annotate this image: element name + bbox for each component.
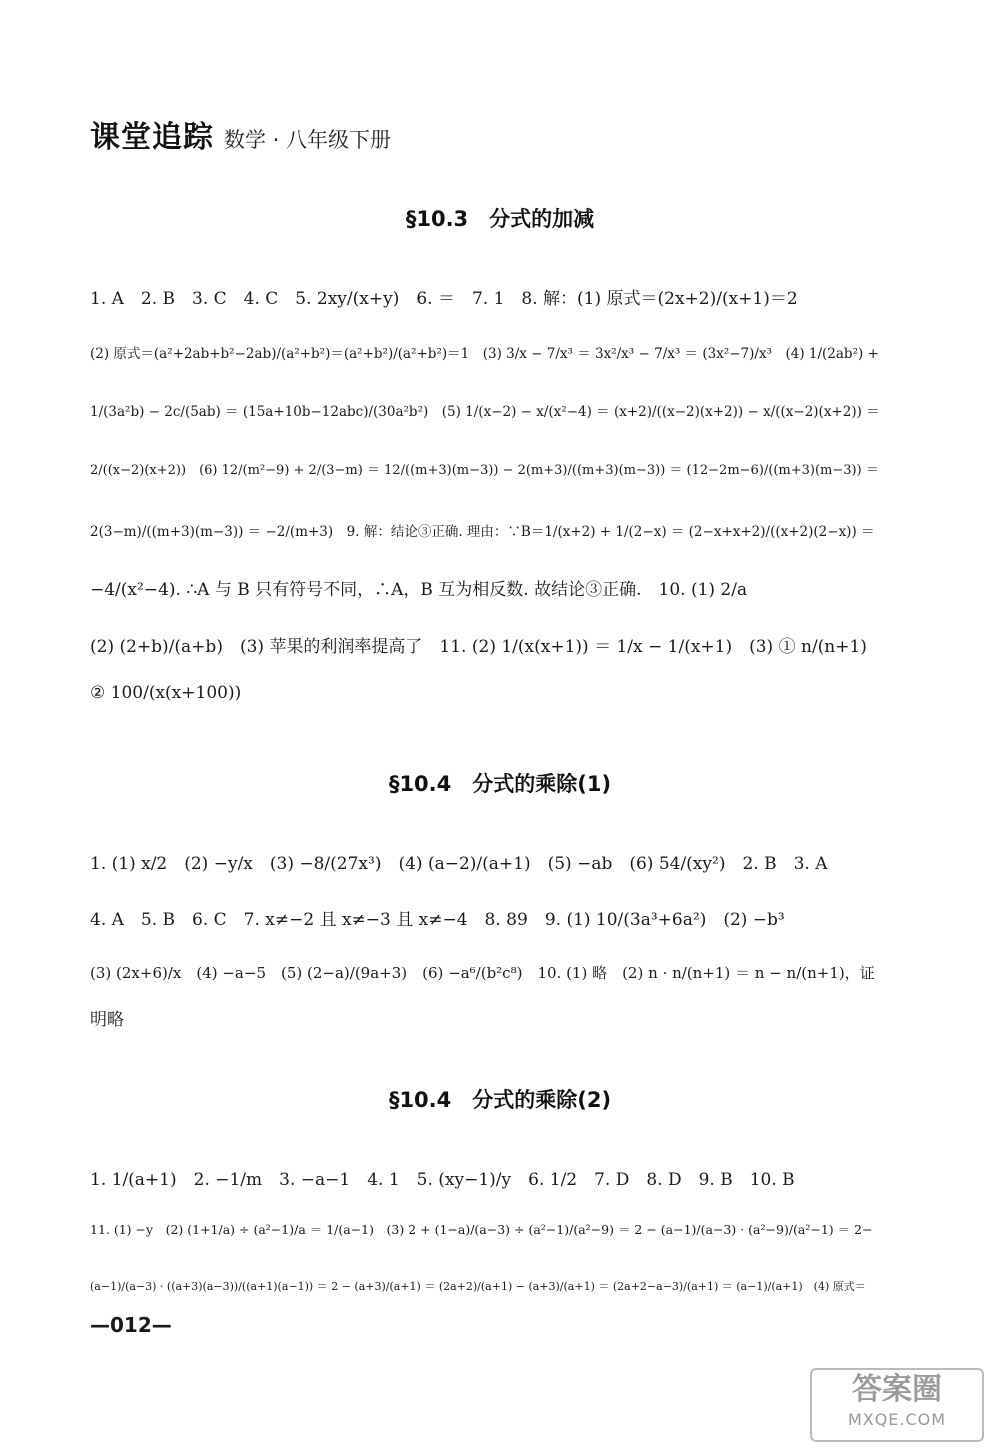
section-title-10-3: §10.3 分式的加减 xyxy=(405,207,595,231)
answer-line: 1. (1) x/2 (2) −y/x (3) −8/(27x³) (4) (a−2)/(a+1) (5) −ab (6) 54/(xy²) 2. B 3. A xyxy=(90,853,828,874)
answer-line: 1. A 2. B 3. C 4. C 5. 2xy/(x+y) 6. ＝ 7. 1 8. 解：(1) 原式＝(2x+2)/(x+1)＝2 xyxy=(90,288,798,309)
answer-line: (3) (2x+6)/x (4) −a−5 (5) (2−a)/(9a+3) (6) −a⁶/(b²c⁸) 10. (1) 略 (2) n · n/(n+1) ＝ n − n/(n+1)，证 xyxy=(90,963,875,982)
answer-line: (2) 原式＝(a²+2ab+b²−2ab)/(a²+b²)＝(a²+b²)/(a²+b²)＝1 (3) 3/x − 7/x³ ＝ 3x²/x³ − 7/x³ ＝ (3x²−7)/x³ (4) 1/(2ab²) + xyxy=(90,346,879,362)
watermark-brand: 答案圈 xyxy=(852,1372,942,1407)
watermark-url: MXQE.COM xyxy=(847,1410,947,1429)
site-watermark xyxy=(810,1368,984,1442)
answer-line: 1/(3a²b) − 2c/(5ab) ＝ (15a+10b−12abc)/(30a²b²) (5) 1/(x−2) − x/(x²−4) ＝ (x+2)/((x−2)(x+2)) − x/((x−2)(x+2)) ＝ xyxy=(90,404,880,420)
answer-line: −4/(x²−4). ∴A 与 B 只有符号不同，∴A，B 互为相反数. 故结论③正确. 10. (1) 2/a xyxy=(90,579,748,600)
answer-line: (a−1)/(a−3) · ((a+3)(a−3))/((a+1)(a−1)) ＝ 2 − (a+3)/(a+1) ＝ (2a+2)/(a+1) − (a+3)/(a+1) ＝ (2a+2−a−3)/(a+1) ＝ (a−1)/(a+1) (4) 原式＝ xyxy=(90,1280,866,1293)
section-title-10-4-2: §10.4 分式的乘除(2) xyxy=(388,1088,612,1112)
series-logo: 课堂追踪 xyxy=(90,120,214,155)
section-title-10-4-1: §10.4 分式的乘除(1) xyxy=(388,772,612,796)
answer-line: 11. (1) −y (2) (1+1/a) ÷ (a²−1)/a ＝ 1/(a−1) (3) 2 + (1−a)/(a−3) ÷ (a²−1)/(a²−9) ＝ 2 − (a−1)/(a−3) · (a²−9)/(a²−1) ＝ 2− xyxy=(90,1222,873,1237)
answer-line: 1. 1/(a+1) 2. −1/m 3. −a−1 4. 1 5. (xy−1)/y 6. 1/2 7. D 8. D 9. B 10. B xyxy=(90,1169,795,1190)
book-header xyxy=(90,112,391,156)
answer-line: 2/((x−2)(x+2)) (6) 12/(m²−9) + 2/(3−m) ＝ 12/((m+3)(m−3)) − 2(m+3)/((m+3)(m−3)) ＝ (12−2m−6)/((m+3)(m−3)) ＝ xyxy=(90,462,879,478)
answer-line: 4. A 5. B 6. C 7. x≠−2 且 x≠−3 且 x≠−4 8. 89 9. (1) 10/(3a³+6a²) (2) −b³ xyxy=(90,909,785,930)
page-number: —012— xyxy=(90,1313,172,1337)
subject-label: 数学 · 八年级下册 xyxy=(224,128,392,152)
answer-line: 明略 xyxy=(90,1009,124,1030)
answer-line: 2(3−m)/((m+3)(m−3)) ＝ −2/(m+3) 9. 解：结论③正确. 理由：∵B＝1/(x+2) + 1/(2−x) ＝ (2−x+x+2)/((x+2)(2−x)) ＝ xyxy=(90,524,875,540)
answer-line: (2) (2+b)/(a+b) (3) 苹果的利润率提高了 11. (2) 1/(x(x+1)) ＝ 1/x − 1/(x+1) (3) ① n/(n+1) xyxy=(90,636,867,657)
answer-line: ② 100/(x(x+100)) xyxy=(90,683,242,703)
